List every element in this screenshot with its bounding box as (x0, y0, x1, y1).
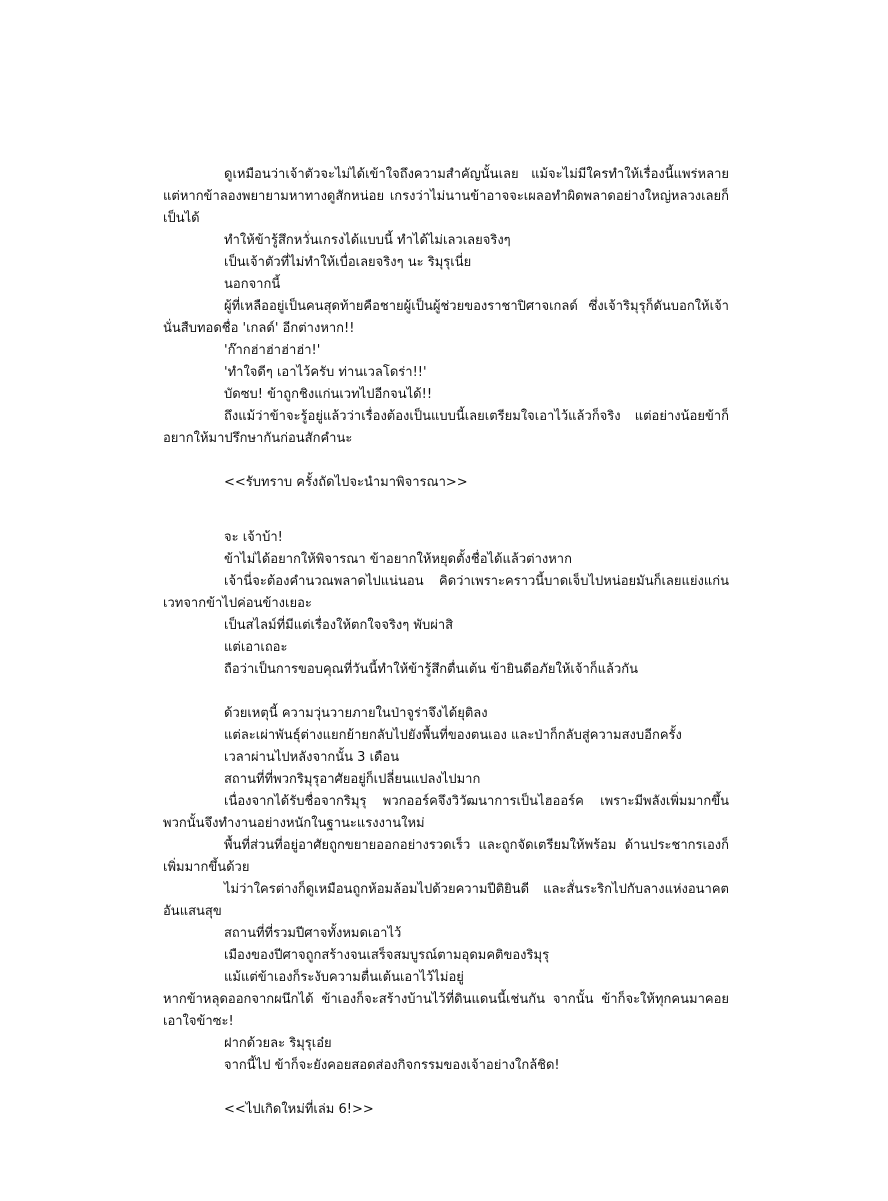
paragraph: แต่ละเผ่าพันธุ์ต่างแยกย้ายกลับไปยังพื้นที่ของตนเอง และป่าก็กลับสู่ความสงบอีกครั้ง (224, 728, 682, 743)
paragraph: ฝากด้วยละ ริมุรุเอ๋ย (224, 1036, 332, 1051)
paragraph: ถือว่าเป็นการขอบคุณที่วันนี้ทำให้ข้ารู้สึกตื่นเต้น ข้ายินดีอภัยให้เจ้าก็แล้วกัน (224, 662, 639, 677)
closing-note: <<ไปเกิดใหม่ที่เล่ม 6!>> (224, 1102, 374, 1117)
paragraph: หากข้าหลุดออกจากผนึกได้ ข้าเองก็จะสร้างบ้านไว้ที่ดินแดนนี้เช่นกัน จากนั้น ข้าก็จะให้ทุกคนมาคอยเอาใจข้าซะ! (163, 992, 729, 1029)
paragraph: ถึงแม้ว่าข้าจะรู้อยู่แล้วว่าเรื่องต้องเป็นแบบนี้เลยเตรียมใจเอาไว้แล้วก็จริง แต่อย่างน้อยข้าก็อยากให้มาปรึกษากันก่อนสักคำนะ (163, 409, 729, 446)
blank-line (163, 1077, 729, 1099)
paragraph: เป็นสไลม์ที่มีแต่เรื่องให้ตกใจจริงๆ พับผ่าสิ (224, 618, 454, 633)
paragraph: เมืองของปีศาจถูกสร้างจนเสร็จสมบูรณ์ตามอุดมคติของริมุรุ (224, 948, 550, 963)
body-text (163, 164, 729, 1121)
paragraph: จะ เจ้าบ้า! (224, 530, 283, 545)
paragraph: เวลาผ่านไปหลังจากนั้น 3 เดือน (224, 750, 400, 765)
paragraph: เนื่องจากได้รับชื่อจากริมุรุ พวกออร์คจึงวิวัฒนาการเป็นไฮออร์ค เพราะมีพลังเพิ่มมากขึ้น พวกนั้นจึงทำงานอย่างหนักในฐานะแรงงานใหม่ (163, 794, 729, 831)
blank-line (163, 450, 729, 472)
paragraph: ไม่ว่าใครต่างก็ดูเหมือนถูกห้อมล้อมไปด้วยความปีติยินดี และสั่นระริกไปกับลางแห่งอนาคตอันแสนสุข (163, 882, 729, 919)
paragraph: แม้แต่ข้าเองก็ระงับความตื่นเต้นเอาไว้ไม่อยู่ (224, 970, 464, 985)
paragraph: พื้นที่ส่วนที่อยู่อาศัยถูกขยายออกอย่างรวดเร็ว และถูกจัดเตรียมให้พร้อม ด้านประชากรเองก็เพิ่มมากขึ้นด้วย (163, 838, 729, 875)
blank-line (163, 681, 729, 703)
paragraph: สถานที่ที่พวกริมุรุอาศัยอยู่ก็เปลี่ยนแปลงไปมาก (224, 772, 481, 787)
paragraph: เป็นเจ้าตัวที่ไม่ทำให้เบื่อเลยจริงๆ นะ ริมุรุเนี่ย (224, 255, 472, 270)
paragraph: เจ้านี่จะต้องคำนวณพลาดไปแน่นอน คิดว่าเพราะคราวนี้บาดเจ็บไปหน่อยมันก็เลยแย่งแก่นเวทจากข้าไปค่อนข้างเยอะ (163, 574, 729, 611)
paragraph: ทำให้ข้ารู้สึกหวั่นเกรงได้แบบนี้ ทำได้ไม่เลวเลยจริงๆ (224, 233, 511, 248)
system-message: <<รับทราบ ครั้งถัดไปจะนำมาพิจารณา>> (224, 475, 468, 490)
paragraph: บัดซบ! ข้าถูกชิงแก่นเวทไปอีกจนได้!! (224, 387, 433, 402)
paragraph: ด้วยเหตุนี้ ความวุ่นวายภายในป่าจูร่าจึงได้ยุติลง (224, 706, 488, 721)
paragraph: ข้าไม่ได้อยากให้พิจารณา ข้าอยากให้หยุดตั้งชื่อได้แล้วต่างหาก (224, 552, 572, 567)
paragraph: สถานที่ที่รวมปีศาจทั้งหมดเอาไว้ (224, 926, 402, 941)
dialogue-line: 'ทำใจดีๆ เอาไว้ครับ ท่านเวลโดร่า!!' (224, 365, 427, 380)
dialogue-line: 'ก๊ากฮ่าฮ่าฮ่าฮ่า!' (224, 343, 321, 358)
paragraph: จากนี้ไป ข้าก็จะยังคอยสอดส่องกิจกรรมของเจ้าอย่างใกล้ชิด! (224, 1058, 560, 1073)
paragraph: แต่เอาเถอะ (224, 640, 288, 655)
paragraph: ผู้ที่เหลืออยู่เป็นคนสุดท้ายคือชายผู้เป็นผู้ช่วยของราชาปิศาจเกลด์ ซึ่งเจ้าริมุรุก็ดันบอกให้เจ้านั่นสืบทอดชื่อ 'เกลด์' อีกต่างหาก!! (163, 299, 729, 336)
blank-line (163, 494, 729, 527)
paragraph: นอกจากนี้ (224, 277, 281, 292)
paragraph: ดูเหมือนว่าเจ้าตัวจะไม่ได้เข้าใจถึงความสำคัญนั้นเลย แม้จะไม่มีใครทำให้เรื่องนี้แพร่หลาย แต่หากข้าลองพยายามหาทางดูสักหน่อย เกรงว่าไม่นานข้าอาจจะเผลอทำผิดพลาดอย่างใหญ่หลวงเลยก็เป็นได้ (163, 167, 729, 226)
